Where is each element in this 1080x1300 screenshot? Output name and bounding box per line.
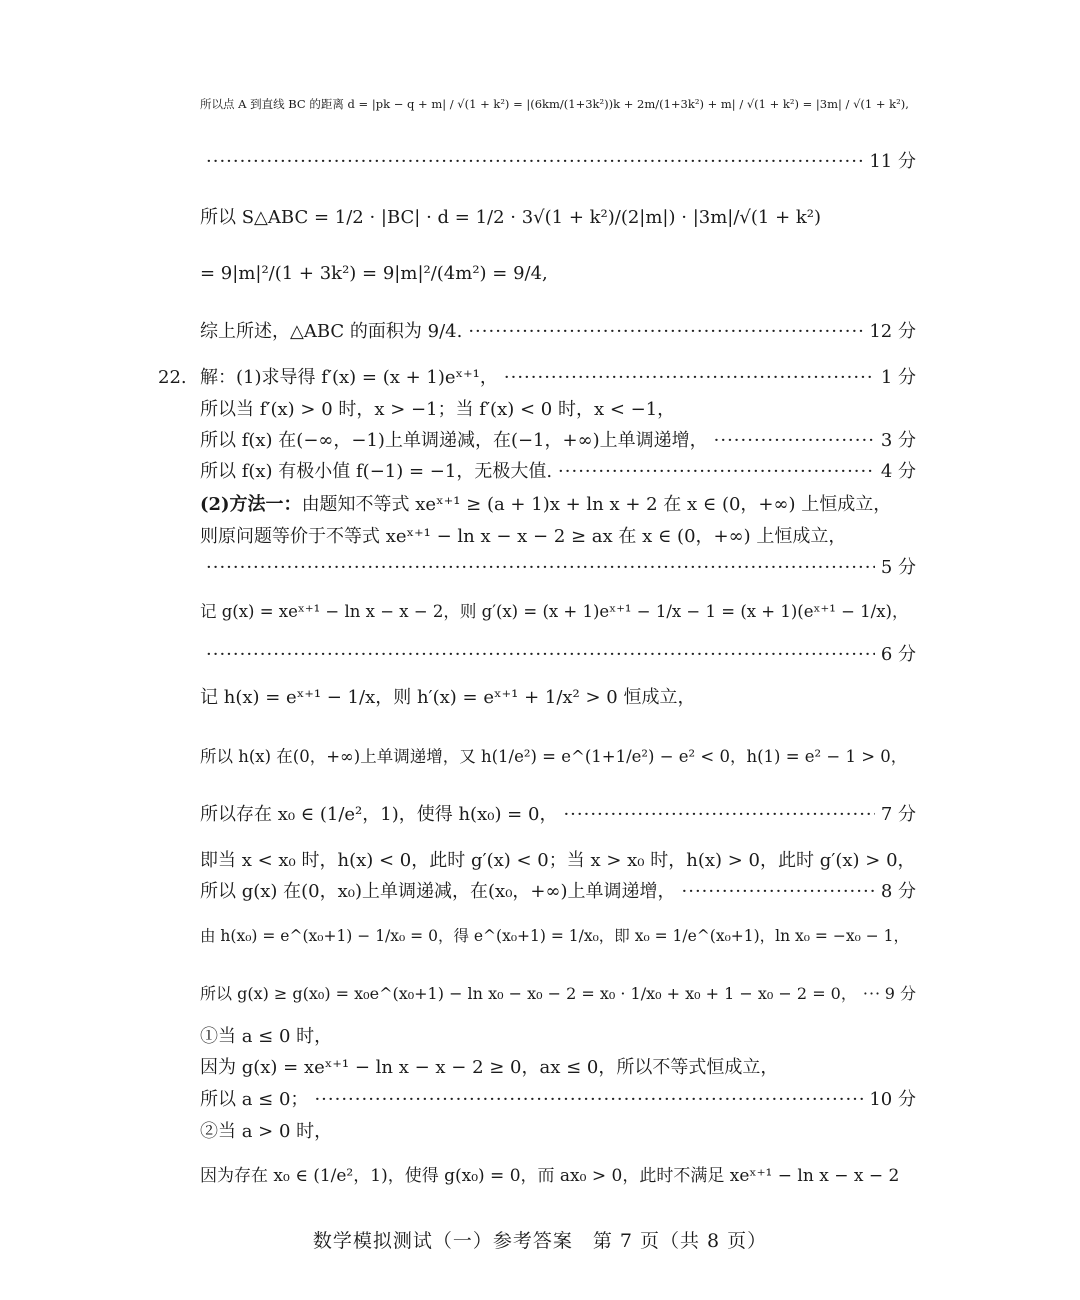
- score-12: 12 分: [869, 321, 916, 342]
- score-3: 3 分: [880, 430, 916, 451]
- line-h-monotonic: 所以 h(x) 在(0，+∞)上单调递增，又 h(1/e²) = e^(1+1/e²) − e² < 0，h(1) = e² − 1 > 0，: [200, 747, 908, 766]
- line-h-x0: 由 h(x₀) = e^(x₀+1) − 1/x₀ = 0，得 e^(x₀+1) = 1/x₀，即 x₀ = 1/e^(x₀+1)，ln x₀ = −x₀ − 1，: [200, 927, 909, 945]
- score-6: 6 分: [880, 644, 916, 665]
- line-extremum: 所以 f(x) 有极小值 f(−1) = −1，无极大值. ····· 4 分: [200, 460, 916, 484]
- line-distance-score: [200, 150, 916, 174]
- line-case-1-reason: 因为 g(x) = xeˣ⁺¹ − ln x − x − 2 ≥ 0，ax ≤ 0，所以不等式恒成立，: [200, 1057, 779, 1078]
- line-case-2: ②当 a > 0 时，: [200, 1121, 333, 1142]
- line-g-score: [200, 643, 916, 667]
- dot-leader: [558, 460, 875, 484]
- dot-leader: [863, 982, 879, 1006]
- dot-leader: [714, 429, 875, 453]
- line-distance: 所以点 A 到直线 BC 的距离 d = |pk − q + m| / √(1 + k²) = |(6km/(1+3k²))k + 2m/(1+3k²) + m| / √(1 + k²) = |3m| / √(1 + k²),: [200, 97, 909, 111]
- score-10: 10 分: [869, 1089, 916, 1110]
- dot-leader: [206, 643, 875, 667]
- score-8: 8 分: [880, 881, 916, 902]
- line-case-2-reason: 因为存在 x₀ ∈ (1/e²，1)，使得 g(x₀) = 0，而 ax₀ > 0，此时不满足 xeˣ⁺¹ − ln x − x − 2: [200, 1166, 900, 1186]
- score-11: 11 分: [869, 151, 916, 172]
- line-g-min: 所以 g(x) ≥ g(x₀) = x₀e^(x₀+1) − ln x₀ − x₀ − 2 = x₀ · 1/x₀ + x₀ + 1 − x₀ − 2 = 0， ····· 9 分: [200, 982, 916, 1006]
- score-5: 5 分: [880, 557, 916, 578]
- line-x0-exists: 所以存在 x₀ ∈ (1/e²，1)，使得 h(x₀) = 0， ····· 7 分: [200, 803, 916, 827]
- line-case-1-result: 所以 a ≤ 0； ····· 10 分: [200, 1088, 916, 1112]
- line-h-def: 记 h(x) = eˣ⁺¹ − 1/x，则 h′(x) = eˣ⁺¹ + 1/x² > 0 恒成立，: [200, 687, 696, 708]
- line-q22-derivative: 解：(1)求导得 f′(x) = (x + 1)eˣ⁺¹， ····· 1 分: [200, 366, 916, 390]
- score-4: 4 分: [880, 461, 916, 482]
- dot-leader: [206, 150, 863, 174]
- dot-leader: [504, 366, 875, 390]
- line-sign: 所以当 f′(x) > 0 时，x > −1；当 f′(x) < 0 时，x < −1，: [200, 399, 676, 420]
- question-number: 22.: [158, 367, 187, 388]
- score-9: 9 分: [884, 984, 916, 1003]
- line-area-1: 所以 S△ABC = 1/2 · |BC| · d = 1/2 · 3√(1 + k²)/(2|m|) · |3m|/√(1 + k²): [200, 207, 822, 228]
- line-conclusion: 综上所述，△ABC 的面积为 9/4. ····· 12 分: [200, 320, 916, 344]
- dot-leader: [563, 803, 874, 827]
- line-case-1: ①当 a ≤ 0 时，: [200, 1026, 333, 1047]
- line-area-2: = 9|m|²/(1 + 3k²) = 9|m|²/(4m²) = 9/4,: [200, 263, 548, 284]
- line-equivalent-score: [200, 556, 916, 580]
- line-g-monotonic: 所以 g(x) 在(0，x₀)上单调递减，在(x₀，+∞)上单调递增， ····· 8 分: [200, 880, 916, 904]
- score-7: 7 分: [880, 804, 916, 825]
- line-g-def: 记 g(x) = xeˣ⁺¹ − ln x − x − 2，则 g′(x) = (x + 1)eˣ⁺¹ − 1/x − 1 = (x + 1)(eˣ⁺¹ − 1/x)，: [200, 602, 909, 621]
- line-monotonic: 所以 f(x) 在(−∞，−1)上单调递减，在(−1，+∞)上单调递增， ····· 3 分: [200, 429, 916, 453]
- score-1: 1 分: [880, 367, 916, 388]
- page-footer: 数学模拟测试（一）参考答案 第 7 页（共 8 页）: [312, 1230, 768, 1252]
- dot-leader: [206, 556, 875, 580]
- dot-leader: [314, 1088, 863, 1112]
- line-equivalent: 则原问题等价于不等式 xeˣ⁺¹ − ln x − x − 2 ≥ ax 在 x ∈ (0，+∞) 上恒成立，: [200, 526, 847, 547]
- dot-leader: [468, 320, 863, 344]
- line-method-one: (2)方法一： 由题知不等式 xeˣ⁺¹ ≥ (a + 1)x + ln x + 2 在 x ∈ (0，+∞) 上恒成立，: [200, 494, 892, 515]
- line-sign-h: 即当 x < x₀ 时，h(x) < 0，此时 g′(x) < 0；当 x > x₀ 时，h(x) > 0，此时 g′(x) > 0，: [200, 850, 916, 871]
- dot-leader: [682, 880, 875, 904]
